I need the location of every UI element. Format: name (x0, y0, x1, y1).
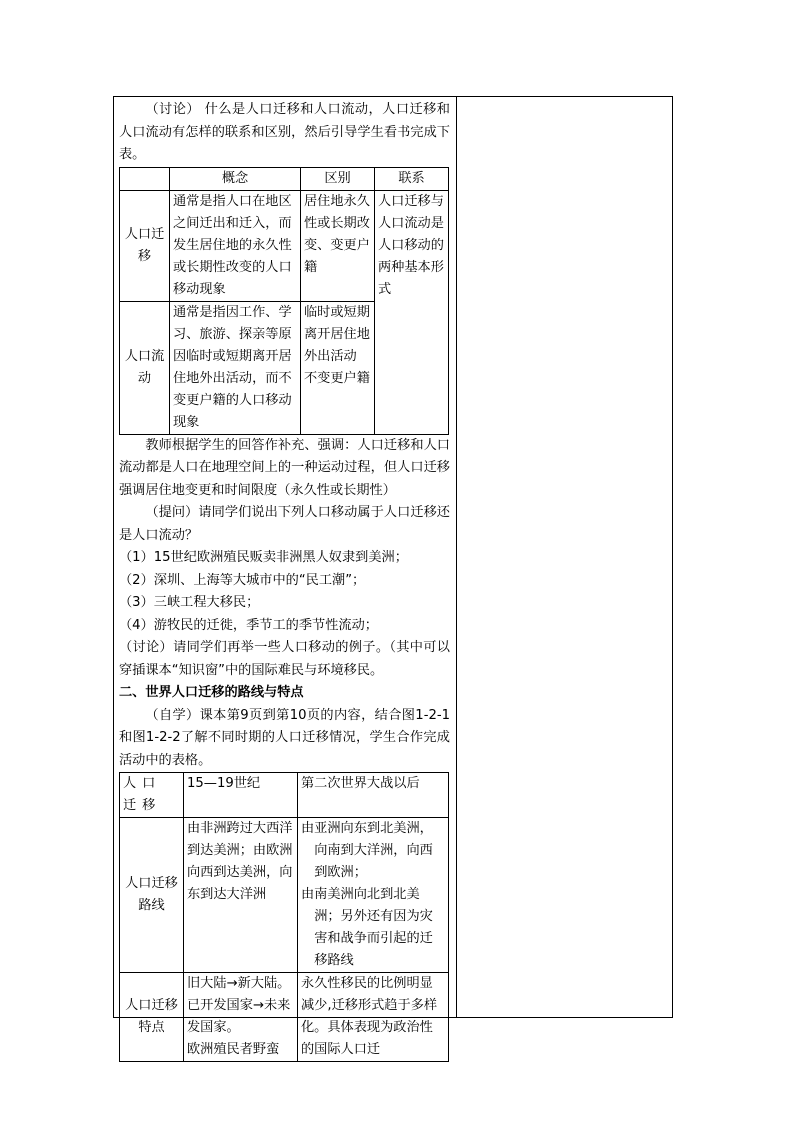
t1-row-migration-concept: 通常是指人口在地区之间迁出和迁入，而发生居住地的永久性或长期性改变的人口移动现象 (170, 190, 301, 301)
list-item: （4）游牧民的迁徙，季节工的季节性流动； (119, 617, 378, 633)
feature-early-line: 已开发国家→未来发国家。 (187, 998, 291, 1035)
t2-route-late (298, 818, 449, 973)
self-study-paragraph: （自学）课本第9页到第10页的内容，结合图1-2-1和图1-2-2了解不同时期的人口迁移情况，学生合作完成活动中的表格。 (119, 707, 450, 768)
t2-route-early: 由非洲跨过大西洋到达美洲；由欧洲向西到达美洲，向东到达大洋洲 (184, 818, 298, 973)
t1-row-flow-concept: 通常是指因工作、学习、旅游、探亲等原因临时或短期离开居住地外出活动，而不变更户籍的人口移动现象 (170, 301, 301, 434)
migration-routes-table (119, 772, 449, 1062)
column-divider (456, 96, 457, 1018)
feature-early-line: 旧大陆→新大陆。 (187, 976, 291, 991)
t2-header-label: 人口迁移 (120, 773, 184, 818)
t2-header-early: 15—19世纪 (184, 773, 298, 818)
t1-row-migration-name: 人口迁移 (120, 190, 170, 301)
t2-route-name: 人口迁移路线 (120, 818, 184, 973)
t1-row-flow-diff: 临时或短期离开居住地外出活动 不变更户籍 (301, 301, 375, 434)
t2-feature-late: 永久性移民的比例明显减少,迁移形式趋于多样化。具体表现为政治性的国际人口迁 (298, 973, 449, 1062)
section-heading: 二、世界人口迁移的路线与特点 (119, 685, 304, 700)
feature-early-line: 欧洲殖民者野蛮 (187, 1042, 280, 1057)
teacher-paragraph: 教师根据学生的回答作补充、强调：人口迁移和人口流动都是人口在地理空间上的一种运动过程，但人口迁移强调居住地变更和时间限度（永久性或长期性） (119, 437, 450, 498)
t2-feature-name: 人口迁移特点 (120, 973, 184, 1062)
route-late-line: 由南美洲向北到北美洲；另外还有因为灾害和战争而引起的迁移路线 (301, 887, 433, 968)
t1-header-link: 联系 (375, 167, 449, 190)
discussion-paragraph-2: （讨论）请同学们再举一些人口移动的例子。（其中可以穿插课本“知识窗”中的国际难民与环境移民。 (119, 640, 450, 678)
t2-feature-early (184, 973, 298, 1062)
migration-vs-flow-table (119, 167, 449, 435)
t1-row-flow-name: 人口流动 (120, 301, 170, 434)
route-late-line: 由亚洲向东到北美洲，向南到大洋洲，向西到欧洲； (301, 821, 433, 880)
list-item: （3）三峡工程大移民； (119, 595, 260, 610)
t1-header-empty (120, 167, 170, 190)
list-item: （2）深圳、上海等大城市中的“民工潮”； (119, 572, 366, 588)
discussion-paragraph: （讨论） 什么是人口迁移和人口流动，人口迁移和人口流动有怎样的联系和区别，然后引导学生看书完成下表。 (119, 102, 450, 162)
list-item: （1）15世纪欧洲殖民贩卖非洲黑人奴隶到美洲； (119, 550, 408, 565)
t1-header-concept: 概念 (170, 167, 301, 190)
t1-row-migration-diff: 居住地永久性或长期改变、变更户籍 (301, 190, 375, 301)
t2-header-late: 第二次世界大战以后 (298, 773, 449, 818)
question-paragraph: （提问）请同学们说出下列人口移动属于人口迁移还是人口流动？ (119, 505, 450, 543)
left-column (119, 99, 450, 1062)
t1-header-diff: 区别 (301, 167, 375, 190)
t1-link-cell: 人口迁移与人口流动是人口移动的两种基本形式 (375, 190, 449, 434)
